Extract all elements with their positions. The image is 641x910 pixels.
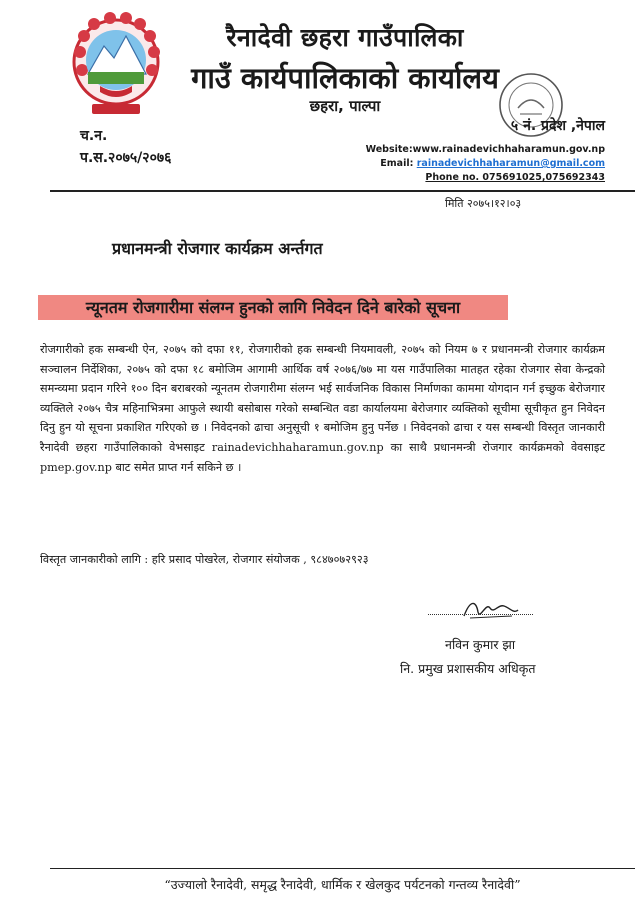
contact-block — [340, 143, 605, 185]
nepal-emblem-icon — [70, 12, 162, 120]
letter-number-label: च.न. — [80, 128, 108, 144]
notice-title: न्यूनतम रोजगारीमा संलग्न हुनको लागि निवेदन दिने बारेको सूचना — [85, 298, 461, 317]
email-link[interactable]: rainadevichhaharamun@gmail.com — [416, 158, 605, 169]
phone-text: Phone no. 075691025,075692343 — [425, 172, 605, 183]
email-line — [340, 157, 605, 171]
program-heading: प्रधानमन्त्री रोजगार कार्यक्रम अर्न्तगत — [112, 239, 323, 258]
office-location: छहरा, पाल्पा — [309, 97, 381, 115]
signatory-name: नविन कुमार झा — [445, 637, 516, 652]
email-label: Email: — [380, 158, 414, 169]
footer-divider — [50, 868, 635, 869]
office-name: रैनादेवी छहरा गाउँपालिका — [226, 23, 464, 52]
notice-body: रोजगारीको हक सम्बन्धी ऐन, २०७५ को दफा ११, रोजगारीको हक सम्बन्धी नियमावली, २०७५ को नियम ७ र प्रधानमन्त्री रोजगार कार्यक्रम सञ्चालन निर्देशिका, २०७५ को दफा १८ बमोजिम आगामी आर्थिक वर्ष २०७६/७७ मा यस गाउँपालिका मातहत रहेका रोजगार सेवा केन्द्रको समन्व्यमा प्रदान गरिने १०० दिन बराबरको न्यूनतम रोजगारीमा संलग्न भई सार्वजनिक विकास निर्माणका काममा योगदान गर्न इच्छुक बेरोजगार व्यक्तिले २०७५ चैत्र महिनाभित्रमा आफुले स्थायी बसोबास गरेको सम्बन्धित वडा कार्यालयमा बेरोजगार व्यक्तिको सूचीमा सूचीकृत हुन निवेदन दिनु हुन यो सूचना प्रकाशित गरिएको छ । निवेदनको ढाचा अनुसूची १ बमोजिम हुनु पर्नेछ । निवेदनको ढाचा र यस सम्बन्धी विस्तृत जानकारी रैनादेवी छहरा गाउँपालिकाको वेभसाइट rainadevichhaharamun.gov.np का साथै प्रधानमन्त्री रोजगार कार्यक्रमको वेवसाइट pmep.gov.np बाट समेत प्राप्त गर्न सकिने छ । — [40, 343, 605, 474]
contact-person-line: विस्तृत जानकारीको लागि : हरि प्रसाद पोखरेल, रोजगार संयोजक , ९८४७०७२९२३ — [40, 553, 369, 566]
office-title: गाउँ कार्यपालिकाको कार्यालय — [191, 61, 499, 95]
fiscal-year: प.स.२०७५/२०७६ — [80, 150, 172, 166]
signature-line — [428, 614, 533, 615]
website-text: Website:www.rainadevichhaharamun.gov.np — [365, 144, 605, 155]
province-label: ५ नं. प्रदेश ,नेपाल — [510, 118, 605, 134]
signatory-title: नि. प्रमुख प्रशासकीय अधिकृत — [400, 661, 536, 676]
letter-date: मिति २०७५।१२।०३ — [445, 197, 522, 210]
footer-slogan: “उज्यालो रैनादेवी, समृद्ध रैनादेवी, धार्मिक र खेलकुद पर्यटनको गन्तव्य रैनादेवी” — [164, 877, 521, 892]
header-divider — [50, 190, 635, 192]
signature-icon — [460, 594, 520, 624]
